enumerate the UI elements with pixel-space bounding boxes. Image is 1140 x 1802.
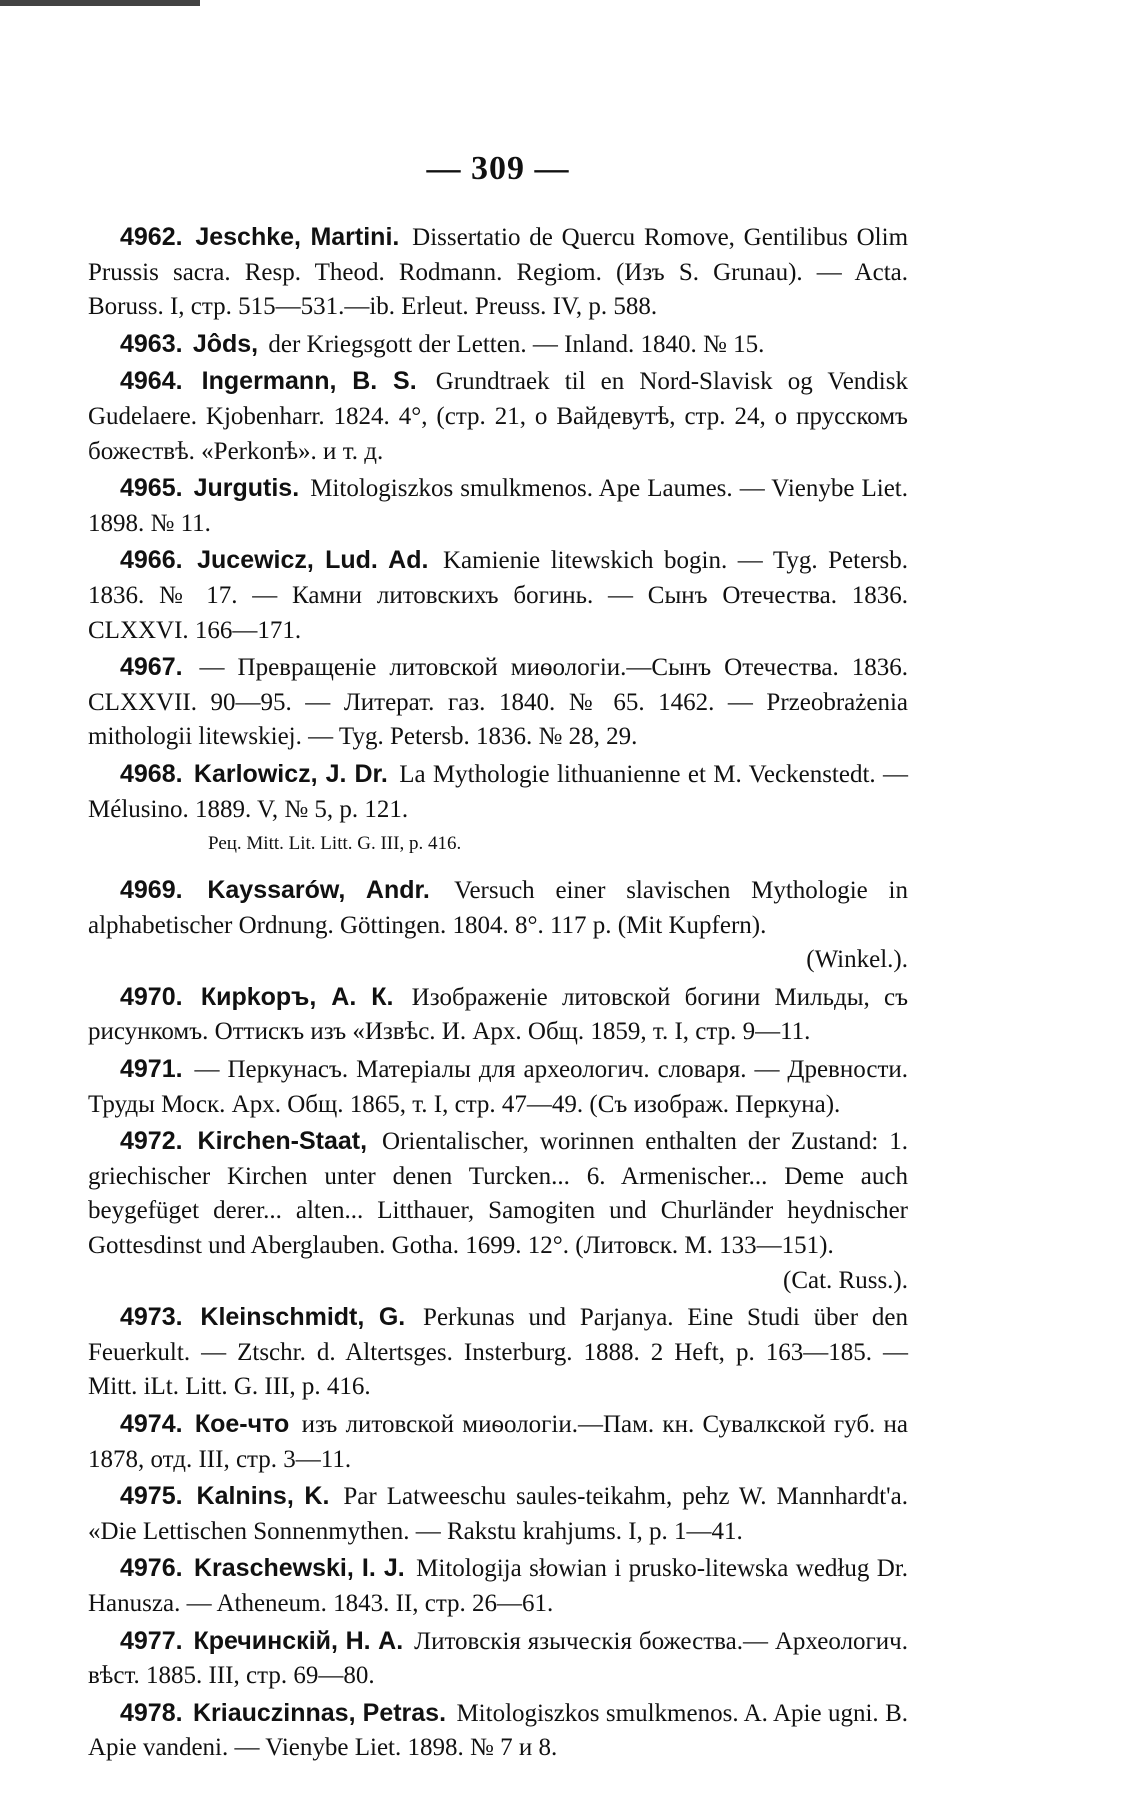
entry-author: Kayssarów, Andr.: [207, 876, 430, 905]
scan-edge-mark: [0, 0, 200, 6]
entry-number: 4974.: [120, 1410, 183, 1438]
entry-number: 4970.: [120, 982, 183, 1011]
entry-text: Versuch einer slavischen Mythologie in alphabetischer Ordnung. Göttingen. 1804. 8°. 117 p. (Mit Kupfern).: [88, 877, 908, 939]
entry-text: Dissertatio de Quercu Romove, Gentilibus Olim Prussis sacra. Resp. Theod. Rodmann. Regiom. (Изъ S. Grunau). — Acta. Boruss. I, стр. 515—531.—ib. Erleut. Preuss. IV, p. 588.: [88, 224, 909, 321]
entry-text: La Mythologie lithuanienne et M. Veckenstedt. — Mélusino. 1889. V, № 5, p. 121.: [88, 760, 909, 823]
entry-author: Kirchen-Staat,: [197, 1127, 368, 1156]
entry-author: Jôds,: [192, 329, 259, 358]
entry-number: 4962.: [120, 223, 183, 251]
entry-text: Литовскія языческія божества.— Археологич. вѣст. 1885. III, стр. 69—80.: [88, 1627, 909, 1690]
entry-4973: [88, 1300, 908, 1405]
entry-number: 4976.: [120, 1554, 183, 1583]
entry-4963: [88, 327, 908, 363]
entry-4964: [88, 364, 908, 469]
entry-4977: [88, 1624, 908, 1694]
page-content: [88, 150, 908, 1768]
entry-number: 4965.: [120, 474, 183, 503]
review-note: Рец. Mitt. Lit. Litt. G. III, p. 416.: [208, 833, 462, 855]
entry-author: Jeschke, Martini.: [195, 223, 400, 251]
entry-text: Изображеніе литовской богини Мильды, съ рисункомъ. Оттискъ изъ «Извѣс. И. Арх. Общ. 1859, т. I, стр. 9—11.: [88, 983, 909, 1046]
entry-number: 4964.: [120, 367, 183, 396]
entry-author: Jurgutis.: [193, 474, 300, 503]
entry-author: Jucewicz, Lud. Ad.: [197, 546, 429, 575]
entry-text: Mitologiszkos smulkmenos. A. Apie ugni. B. Apie vandeni. — Vienybe Liet. 1898. № 7 и 8.: [88, 1699, 908, 1762]
page-number: — 309 —: [426, 150, 570, 187]
entry-4971: [88, 1052, 908, 1122]
entry-number: 4973.: [120, 1303, 183, 1332]
entry-text: Orientalischer, worinnen enthalten der Zustand: 1. griechischer Kirchen unter denen Turcken... 6. Armenischer... Deme auch beygefüget derer... alten... Litthauer, Samogiten und Churländer heydnischer Gottesdinst und Aberglauben. Gotha. 1699. 12°. (Литовск. М. 133—151).: [88, 1128, 908, 1260]
entry-text: Mitologiszkos smulkmenos. Ape Laumes. — Vienybe Liet. 1898. № 11.: [88, 475, 908, 537]
entry-text: Grundtraek til en Nord-Slavisk og Vendisk Gudelaere. Kjobenharr. 1824. 4°, (стр. 21, о Вайдевутѣ, стр. 24, о прусскомъ божествѣ. «Perkonѣ». и т. д.: [88, 368, 908, 465]
entry-number: 4968.: [120, 759, 183, 788]
entry-source: (Cat. Russ.).: [783, 1266, 908, 1294]
entry-author: Kalnins, K.: [196, 1482, 330, 1511]
entry-author: Kriauczinnas, Petras.: [192, 1698, 447, 1727]
entry-number: 4972.: [120, 1127, 183, 1156]
entry-4974: [88, 1407, 908, 1477]
entry-text: der Kriegsgott der Letten. — Inland. 1840. № 15.: [268, 330, 765, 358]
entry-number: 4967.: [120, 653, 183, 682]
entry-number: 4978.: [120, 1698, 183, 1727]
entry-text: — Перкунасъ. Матеріалы для археологич. словаря. — Древности. Труды Моск. Арх. Общ. 1865, т. I, стр. 47—49. (Съ изображ. Перкуна).: [88, 1056, 909, 1118]
entry-text: Kamienie litewskich bogin. — Tyg. Petersb. 1836. № 17. — Камни литовскихъ богинь. — Сынъ Отечества. 1836. CLXXVI. 166—171.: [88, 547, 908, 644]
entry-author: Кое-что: [194, 1410, 290, 1438]
entry-text: — Превращеніе литовской миѳологіи.—Сынъ Отечества. 1836. CLXXVII. 90—95. — Литерат. газ. 1840. № 65. 1462. — Przeobrażenia mithologii litewskiej. — Tyg. Petersb. 1836. № 28, 29.: [88, 654, 908, 751]
entry-4969: [88, 873, 908, 978]
entry-number: 4975.: [120, 1482, 183, 1511]
entry-4978: [88, 1696, 908, 1766]
entry-author: Ingermann, B. S.: [201, 367, 417, 396]
entry-number: 4963.: [120, 329, 183, 358]
entry-4962: [88, 220, 908, 325]
entry-4967: [88, 650, 908, 755]
entry-author: Kraschewski, I. J.: [193, 1554, 405, 1583]
entry-number: 4966.: [120, 546, 183, 575]
entry-author: Кречинскій, Н. А.: [193, 1626, 404, 1655]
entry-author: Kleinschmidt, G.: [200, 1303, 406, 1332]
entry-4975: [88, 1479, 908, 1549]
entry-4970: [88, 980, 908, 1050]
entry-text: Mitologija słowian i prusko-litewska według Dr. Hanusza. — Atheneum. 1843. II, стр. 26—61.: [88, 1555, 909, 1617]
entry-text: Par Latweeschu saules-teikahm, pehz W. Mannhardt'a. «Die Lettischen Sonnenmythen. — Rakstu krahjums. I, p. 1—41.: [88, 1483, 908, 1545]
entry-4966: [88, 543, 908, 648]
entry-4965: [88, 471, 908, 541]
entry-4972: [88, 1124, 908, 1298]
entry-source: (Winkel.).: [806, 946, 908, 974]
entry-text: Perkunas und Parjanya. Eine Studi über den Feuerkult. — Ztschr. d. Altertsges. Insterburg. 1888. 2 Heft, p. 163—185. — Mitt. iLt. Litt. G. III, p. 416.: [88, 1304, 908, 1401]
entry-text: изъ литовской миѳологіи.—Пам. кн. Сувалкской губ. на 1878, отд. III, стр. 3—11.: [88, 1411, 909, 1473]
entry-number: 4971.: [120, 1055, 183, 1084]
entry-number: 4969.: [120, 876, 183, 905]
entry-author: Karlowicz, J. Dr.: [193, 759, 388, 788]
entry-4968: [88, 757, 908, 827]
entry-number: 4977.: [120, 1626, 183, 1655]
entry-author: Кирkоръ, А. К.: [200, 982, 394, 1011]
entry-4976: [88, 1551, 908, 1621]
